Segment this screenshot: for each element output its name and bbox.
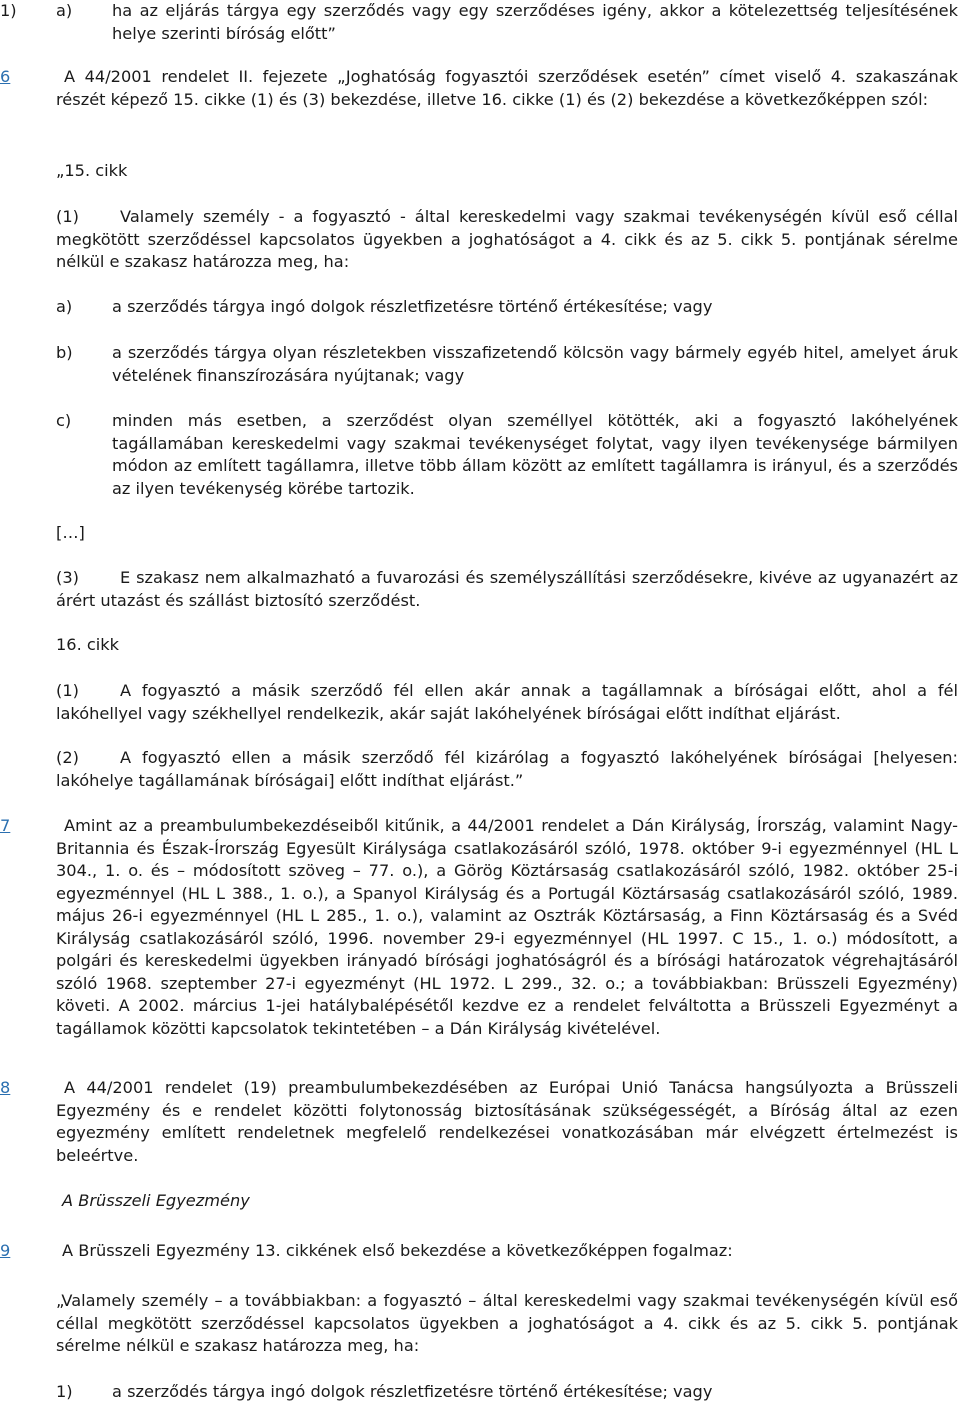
list-item-text: a szerződés tárgya olyan részletekben visszafizetendő kölcsön vagy bármely egyéb hitel, amelyet áruk vételének finanszírozására nyújtanak; vagy [112, 343, 958, 385]
paragraph-text: A fogyasztó a másik szerződő fél ellen akár annak a tagállamnak a bíróságai előtt, ahol a fél lakóhellyel vagy székhellyel rendelkezik, akár saját lakóhelyének bíróságai előtt indíthat eljárást. [56, 681, 958, 723]
list-label: a) [56, 297, 73, 316]
article-heading: 16. cikk [56, 635, 120, 654]
list-item-text: a szerződés tárgya ingó dolgok részletfizetésre történő értékesítése; vagy [112, 1382, 713, 1401]
paragraph-text: E szakasz nem alkalmazható a fuvarozási és személyszállítási szerződésekre, kivéve az ugyanazért az árért utazást és szállást biztosító szerződést. [56, 568, 958, 610]
para-label: (1) [56, 681, 79, 700]
paragraph-number-link[interactable]: 7 [0, 816, 11, 835]
article-heading: „15. cikk [56, 161, 128, 180]
paragraph-text: A 44/2001 rendelet II. fejezete „Joghatóság fogyasztói szerződések esetén” címet viselő 4. szakaszának részét képező 15. cikke (1) és (3) bekezdése, illetve 16. cikke (1) és (2) bekezdése a következőképpen szól: [56, 67, 958, 109]
paragraph-text: A 44/2001 rendelet (19) preambulumbekezdésében az Európai Unió Tanácsa hangsúlyozta a Brüsszeli Egyezmény és e rendelet közötti folytonosság biztosításának szükségességét, a Bíróság által az ezen egyezmény említett rendeletnek megfelelő rendelkezései vonatkozásában már elvégzett értelmezést is beleértve. [56, 1078, 958, 1165]
para-label: (2) [56, 748, 79, 767]
list-label: b) [56, 343, 73, 362]
paragraph-number-link[interactable]: 8 [0, 1078, 11, 1097]
paragraph-text: ha az eljárás tárgya egy szerződés vagy egy szerződéses igény, akkor a kötelezettség teljesítésének helye szerinti bíróság előtt” [112, 1, 958, 43]
paragraph-number-link[interactable]: 9 [0, 1241, 11, 1260]
ellipsis: […] [56, 523, 85, 542]
paragraph-number-link[interactable]: 6 [0, 67, 11, 86]
list-number: 1) [0, 1, 17, 20]
paragraph-text: A Brüsszeli Egyezmény 13. cikkének első bekezdése a következőképpen fogalmaz: [62, 1241, 733, 1260]
paragraph-text: A fogyasztó ellen a másik szerződő fél kizárólag a fogyasztó lakóhelyének bíróságai [helyesen: lakóhelye tagállamának bíróságai] előtt indíthat eljárást.” [56, 748, 958, 790]
para-label: (3) [56, 568, 79, 587]
section-title: A Brüsszeli Egyezmény [62, 1191, 250, 1210]
list-item-text: minden más esetben, a szerződést olyan személlyel kötötték, aki a fogyasztó lakóhelyének tagállamában kereskedelmi vagy szakmai tevékenységet folytat, vagy ilyen tevékenysége bármilyen módon az említett tagállamra, illetve több állam között az említett tagállamra is irányul, és a szerződés az ilyen tevékenység körébe tartozik. [112, 411, 958, 498]
list-label: c) [56, 411, 72, 430]
quoted-text: „Valamely személy – a továbbiakban: a fogyasztó – által kereskedelmi vagy szakmai tevékenységén kívül eső céllal megkötött szerződéssel kapcsolatos ügyekben a joghatóságot a 4. cikk és az 5. cikk 5. pontjának sérelme nélkül e szakasz határozza meg, ha: [56, 1291, 958, 1355]
list-label: a) [56, 1, 73, 20]
list-label: 1) [56, 1382, 73, 1401]
para-label: (1) [56, 207, 79, 226]
paragraph-text: Valamely személy - a fogyasztó - által kereskedelmi vagy szakmai tevékenységén kívül eső céllal megkötött szerződéssel kapcsolatos ügyekben a joghatóságot a 4. cikk és az 5. cikk 5. pontjának sérelme nélkül e szakasz határozza meg, ha: [56, 207, 958, 271]
paragraph-text: Amint az a preambulumbekezdéseiből kitűnik, a 44/2001 rendelet a Dán Királyság, Írország, valamint Nagy-Britannia és Észak-Írország Egyesült Királysága csatlakozásáról szóló, 1978. október 9-i egyezménnyel (HL L 304., 1. o. és – módosított szöveg – 77. o.), a Görög Köztársaság csatlakozásáról szóló, 1982. október 25-i egyezménnyel (HL L 388., 1. o.), a Spanyol Királyság és a Portugál Köztársaság csatlakozásáról szóló, 1989. május 26-i egyezménnyel (HL L 285., 1. o.), valamint az Osztrák Köztársaság, a Finn Köztársaság és a Svéd Királyság csatlakozásáról szóló, 1996. november 29-i egyezménnyel (HL 1997. C 15., 1. o.) módosított, a polgári és kereskedelmi ügyekben irányadó bírósági joghatóságról és a bírósági határozatok végrehajtásáról szóló 1968. szeptember 27-i egyezményt (HL 1972. L 299., 32. o.; a továbbiakban: Brüsszeli Egyezmény) követi. A 2002. március 1-jei hatálybalépésétől kezdve ez a rendelet felváltotta a Brüsszeli Egyezményt a tagállamok közötti kapcsolatok tekintetében – a Dán Királyság kivételével. [56, 816, 958, 1038]
list-item-text: a szerződés tárgya ingó dolgok részletfizetésre történő értékesítése; vagy [112, 297, 713, 316]
